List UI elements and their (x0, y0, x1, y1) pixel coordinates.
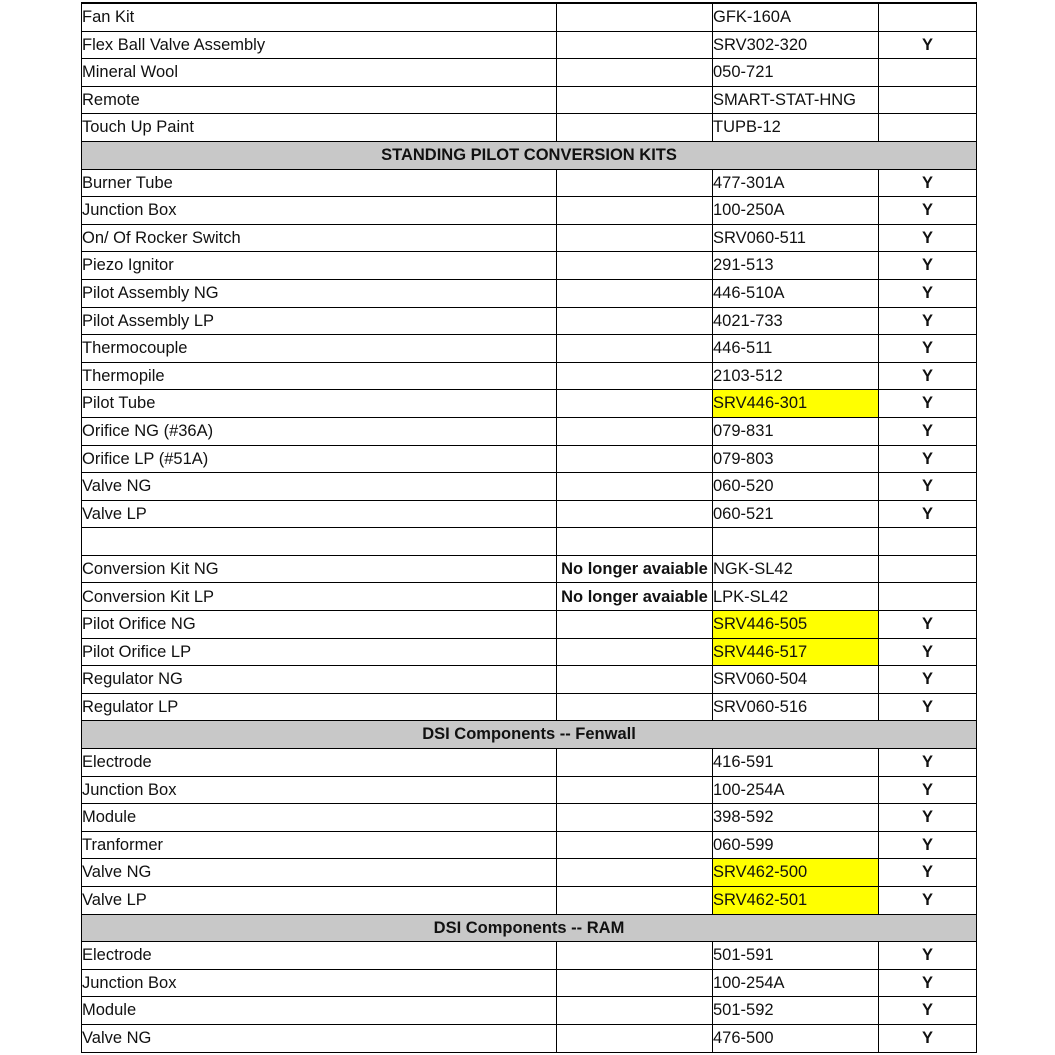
table-row (82, 224, 977, 252)
part-number: 416-591 (713, 749, 879, 777)
available-flag: Y (879, 169, 977, 197)
availability-note (557, 252, 713, 280)
part-number: 476-500 (713, 1024, 879, 1052)
table-row (82, 3, 977, 31)
part-description: Thermocouple (82, 335, 557, 363)
table-row (82, 528, 977, 556)
part-description: Valve LP (82, 887, 557, 915)
part-number: 060-520 (713, 473, 879, 501)
part-number: SMART-STAT-HNG (713, 86, 879, 114)
part-description: Valve NG (82, 473, 557, 501)
table-row (82, 969, 977, 997)
part-description: Tranformer (82, 831, 557, 859)
available-flag: Y (879, 390, 977, 418)
part-number: 100-254A (713, 969, 879, 997)
part-description: Electrode (82, 942, 557, 970)
availability-note (557, 417, 713, 445)
part-number: 477-301A (713, 169, 879, 197)
part-description: Conversion Kit LP (82, 583, 557, 611)
part-number: 079-831 (713, 417, 879, 445)
part-description: Module (82, 804, 557, 832)
available-flag (879, 114, 977, 142)
part-description: Pilot Orifice NG (82, 611, 557, 639)
part-number: 079-803 (713, 445, 879, 473)
part-description: Pilot Assembly LP (82, 307, 557, 335)
part-description: Flex Ball Valve Assembly (82, 31, 557, 59)
availability-note (557, 307, 713, 335)
part-description: Mineral Wool (82, 59, 557, 87)
table-row (82, 555, 977, 583)
available-flag: Y (879, 638, 977, 666)
part-description: Thermopile (82, 362, 557, 390)
table-row (82, 942, 977, 970)
table-row (82, 1024, 977, 1052)
table-row (82, 114, 977, 142)
part-description: Valve NG (82, 859, 557, 887)
part-description: Orifice LP (#51A) (82, 445, 557, 473)
available-flag (879, 59, 977, 87)
availability-note (557, 887, 713, 915)
part-number: 060-599 (713, 831, 879, 859)
parts-table (81, 2, 977, 1053)
part-number: 398-592 (713, 804, 879, 832)
part-description: Touch Up Paint (82, 114, 557, 142)
availability-note (557, 197, 713, 225)
part-description: Pilot Orifice LP (82, 638, 557, 666)
availability-note (557, 997, 713, 1025)
available-flag: Y (879, 942, 977, 970)
availability-note (557, 3, 713, 31)
availability-note (557, 749, 713, 777)
availability-note (557, 59, 713, 87)
availability-note (557, 804, 713, 832)
available-flag: Y (879, 887, 977, 915)
available-flag: Y (879, 749, 977, 777)
available-flag: Y (879, 693, 977, 721)
availability-note (557, 528, 713, 556)
table-row (82, 417, 977, 445)
available-flag (879, 86, 977, 114)
availability-note (557, 776, 713, 804)
part-number: LPK-SL42 (713, 583, 879, 611)
table-row (82, 252, 977, 280)
available-flag: Y (879, 776, 977, 804)
part-number: 501-591 (713, 942, 879, 970)
table-row (82, 693, 977, 721)
availability-note (557, 390, 713, 418)
table-row (82, 611, 977, 639)
part-description: Piezo Ignitor (82, 252, 557, 280)
part-number: SRV060-504 (713, 666, 879, 694)
part-number: SRV060-516 (713, 693, 879, 721)
available-flag: Y (879, 859, 977, 887)
available-flag (879, 555, 977, 583)
part-number: 446-511 (713, 335, 879, 363)
available-flag: Y (879, 804, 977, 832)
table-row (82, 390, 977, 418)
table-row (82, 307, 977, 335)
part-description: Junction Box (82, 776, 557, 804)
part-number: 060-521 (713, 500, 879, 528)
availability-note (557, 114, 713, 142)
part-description: Burner Tube (82, 169, 557, 197)
available-flag: Y (879, 473, 977, 501)
part-description: Fan Kit (82, 3, 557, 31)
available-flag: Y (879, 997, 977, 1025)
table-row (82, 197, 977, 225)
availability-note (557, 500, 713, 528)
part-description: Orifice NG (#36A) (82, 417, 557, 445)
part-description: Regulator NG (82, 666, 557, 694)
part-description: Regulator LP (82, 693, 557, 721)
part-number: NGK-SL42 (713, 555, 879, 583)
part-number: SRV462-501 (713, 887, 879, 915)
available-flag: Y (879, 252, 977, 280)
availability-note (557, 611, 713, 639)
available-flag: Y (879, 417, 977, 445)
available-flag: Y (879, 197, 977, 225)
table-row (82, 997, 977, 1025)
available-flag: Y (879, 31, 977, 59)
availability-note (557, 942, 713, 970)
section-title: DSI Components -- Fenwall (82, 721, 977, 749)
part-number: SRV446-301 (713, 390, 879, 418)
table-row (82, 169, 977, 197)
part-number: SRV446-505 (713, 611, 879, 639)
part-description: Junction Box (82, 969, 557, 997)
part-number: 100-250A (713, 197, 879, 225)
available-flag: Y (879, 831, 977, 859)
section-header-row (82, 914, 977, 942)
part-number: SRV446-517 (713, 638, 879, 666)
part-description: Remote (82, 86, 557, 114)
availability-note (557, 335, 713, 363)
available-flag: Y (879, 279, 977, 307)
table-row (82, 859, 977, 887)
part-description (82, 528, 557, 556)
available-flag: Y (879, 445, 977, 473)
part-description: Pilot Tube (82, 390, 557, 418)
available-flag (879, 3, 977, 31)
table-row (82, 749, 977, 777)
table-row (82, 31, 977, 59)
available-flag (879, 528, 977, 556)
available-flag (879, 583, 977, 611)
part-description: Valve NG (82, 1024, 557, 1052)
part-number: 100-254A (713, 776, 879, 804)
part-number: 050-721 (713, 59, 879, 87)
part-description: On/ Of Rocker Switch (82, 224, 557, 252)
section-header-row (82, 141, 977, 169)
part-number: 2103-512 (713, 362, 879, 390)
availability-note (557, 693, 713, 721)
availability-note (557, 638, 713, 666)
available-flag: Y (879, 500, 977, 528)
available-flag: Y (879, 224, 977, 252)
section-title: STANDING PILOT CONVERSION KITS (82, 141, 977, 169)
section-header-row (82, 721, 977, 749)
table-row (82, 445, 977, 473)
availability-note (557, 831, 713, 859)
table-row (82, 638, 977, 666)
availability-note (557, 224, 713, 252)
part-number: 291-513 (713, 252, 879, 280)
part-number (713, 528, 879, 556)
part-number: TUPB-12 (713, 114, 879, 142)
table-row (82, 831, 977, 859)
availability-note (557, 362, 713, 390)
available-flag: Y (879, 362, 977, 390)
part-description: Conversion Kit NG (82, 555, 557, 583)
part-number: GFK-160A (713, 3, 879, 31)
availability-note (557, 31, 713, 59)
availability-note (557, 1024, 713, 1052)
available-flag: Y (879, 969, 977, 997)
part-description: Module (82, 997, 557, 1025)
table-row (82, 473, 977, 501)
part-description: Pilot Assembly NG (82, 279, 557, 307)
parts-table-body (82, 3, 977, 1052)
table-row (82, 887, 977, 915)
table-row (82, 362, 977, 390)
part-number: SRV060-511 (713, 224, 879, 252)
availability-note (557, 473, 713, 501)
availability-note (557, 445, 713, 473)
table-row (82, 335, 977, 363)
part-number: SRV302-320 (713, 31, 879, 59)
availability-note (557, 859, 713, 887)
part-number: 501-592 (713, 997, 879, 1025)
section-title: DSI Components -- RAM (82, 914, 977, 942)
available-flag: Y (879, 666, 977, 694)
availability-note (557, 169, 713, 197)
part-number: SRV462-500 (713, 859, 879, 887)
availability-note: No longer avaiable (557, 583, 713, 611)
availability-note (557, 969, 713, 997)
table-row (82, 804, 977, 832)
available-flag: Y (879, 307, 977, 335)
available-flag: Y (879, 611, 977, 639)
availability-note (557, 279, 713, 307)
table-row (82, 583, 977, 611)
table-row (82, 59, 977, 87)
table-row (82, 500, 977, 528)
availability-note (557, 666, 713, 694)
part-description: Electrode (82, 749, 557, 777)
table-row (82, 86, 977, 114)
availability-note (557, 86, 713, 114)
available-flag: Y (879, 335, 977, 363)
table-row (82, 666, 977, 694)
part-description: Junction Box (82, 197, 557, 225)
table-row (82, 279, 977, 307)
table-row (82, 776, 977, 804)
availability-note: No longer avaiable (557, 555, 713, 583)
part-description: Valve LP (82, 500, 557, 528)
available-flag: Y (879, 1024, 977, 1052)
part-number: 4021-733 (713, 307, 879, 335)
part-number: 446-510A (713, 279, 879, 307)
